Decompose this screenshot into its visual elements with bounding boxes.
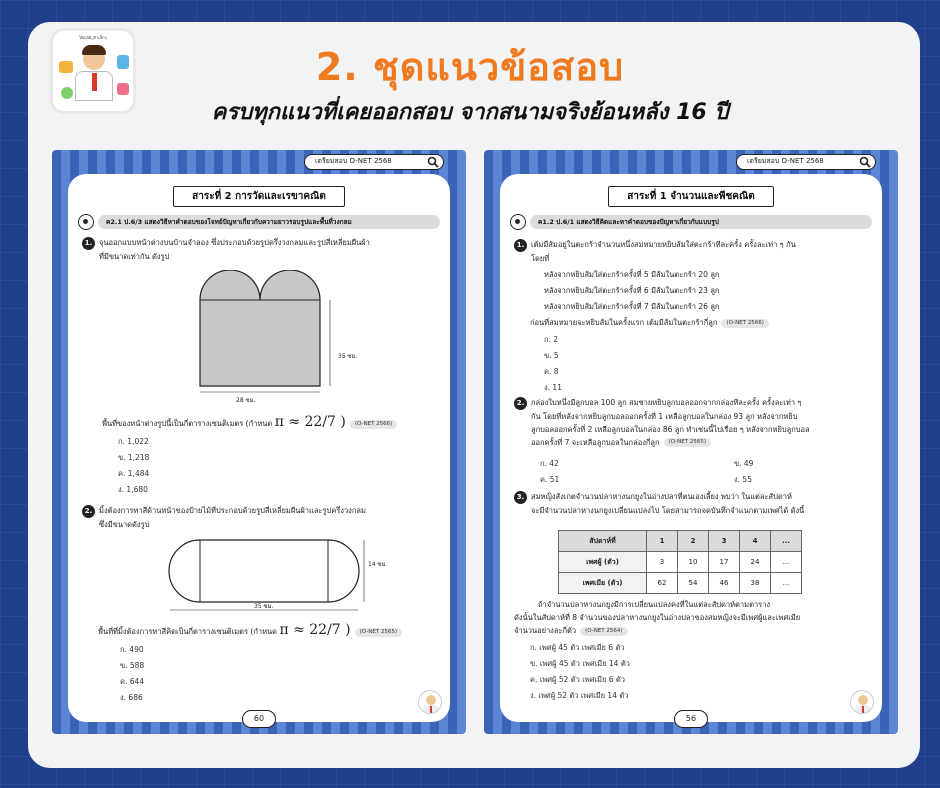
exam-tag: (O-NET 2566) [721, 319, 768, 328]
question-text: เต้มมีส้มอยู่ในตะกร้าจำนวนหนึ่งสมหมายหยิบส้มใส่ตะกร้าทีละครั้ง ครั้งละเท่า ๆ กัน [531, 240, 796, 249]
table-header: 4 [740, 531, 771, 552]
question-continuation: ถ้าจำนวนปลาหางนกยูงมีการเปลี่ยนแปลงคงที่ในแต่ละสัปดาห์ตามตาราง ดังนั้นในสัปดาห์ที่ 8 จำนวนของปลาหางนกยูงในอ่างปลาของสมหญิงจะมีเพศผู้และเพศเมีย จำนวนอย่างละกี่ตัว (O-NET 2564) [514, 600, 801, 635]
target-icon [78, 214, 94, 230]
question-number: 2. [514, 397, 527, 410]
question-1 [82, 236, 438, 263]
search-icon [427, 156, 439, 168]
table-header: 3 [709, 531, 740, 552]
search-label: เตรียมสอบ O-NET 2568 [747, 157, 824, 165]
answer-option[interactable]: ก. 1,022 [118, 437, 149, 446]
question-text: ซึ่งมีขนาดดังรูป [99, 519, 150, 529]
search-icon [859, 156, 871, 168]
question-text: กัน โดยที่หลังจากหยิบลูกบอลออกครั้งที่ 1 เหลือลูกบอลในกล่อง 93 ลูก หลังจากหยิบ [531, 411, 798, 421]
section-heading: สาระที่ 2 การวัดและเรขาคณิต [68, 184, 450, 207]
table-cell: 17 [709, 552, 740, 573]
answer-option[interactable]: ข. 5 [544, 351, 559, 360]
answer-option[interactable]: ง. 11 [544, 383, 562, 392]
question-number: 1. [82, 237, 95, 250]
question-text: โดยที่ [531, 253, 550, 263]
search-bar [736, 154, 876, 170]
answer-option[interactable]: ค. 644 [120, 677, 145, 686]
question-text: มิ้งต้องการทาสีด้านหน้าของป้ายไม้ที่ประกอบด้วยรูปสี่เหลี่ยมผืนผ้าและรูปครึ่งวงกลม [99, 506, 366, 515]
standard-banner [78, 214, 440, 230]
exam-tag: (O-NET 2565) [664, 438, 711, 447]
question-3 [514, 490, 876, 517]
answer-option[interactable]: ง. 686 [120, 693, 143, 702]
answer-option[interactable]: ข. 1,218 [118, 453, 150, 462]
table-row [559, 573, 802, 594]
table-cell: เพศผู้ (ตัว) [559, 552, 647, 573]
answer-option[interactable]: ค. เพศผู้ 52 ตัว เพศเมีย 6 ตัว [530, 675, 626, 684]
guppy-table [558, 530, 802, 594]
width-label: 35 ซม. [254, 603, 274, 610]
section-heading: สาระที่ 1 จำนวนและพีชคณิต [500, 184, 882, 207]
answer-option[interactable]: ข. เพศผู้ 45 ตัว เพศเมีย 14 ตัว [530, 659, 630, 668]
question-1 [514, 238, 870, 265]
table-header: สัปดาห์ที่ [559, 531, 647, 552]
table-cell: ... [771, 573, 802, 594]
table-cell: 54 [678, 573, 709, 594]
page-subtitle: ครบทุกแนวที่เคยออกสอบ จากสนามจริงย้อนหลัง 16 ปี [211, 100, 729, 125]
page-sheet [500, 174, 882, 722]
question-2 [82, 504, 438, 531]
table-cell: ... [771, 552, 802, 573]
question-text: ออกครั้งที่ 7 จะเหลือลูกบอลในกล่องกี่ลูก [531, 437, 660, 447]
exam-tag: (O-NET 2566) [350, 420, 397, 429]
pi-formula: π ≈ 22/7 ) [274, 414, 346, 430]
answer-option[interactable]: ก. 490 [120, 645, 144, 654]
exam-tag: (O-NET 2565) [355, 628, 402, 637]
question-number: 3. [514, 491, 527, 504]
question-text: สมหญิงสังเกตจำนวนปลาหางนกยูงในอ่างปลาที่ตนเองเลี้ยง พบว่า ในแต่ละสัปดาห์ [531, 492, 792, 501]
answer-option[interactable]: ง. 55 [734, 475, 752, 484]
table-cell: 46 [709, 573, 740, 594]
question-prompt: พื้นที่ที่มิ้งต้องการทาสีคิดเป็นกี่ตารางเซนติเมตร (กำหนด π ≈ 22/7 ) (O-NET 2565) [98, 624, 402, 638]
left-workbook-page [52, 150, 466, 734]
answer-option[interactable]: ค. 51 [540, 475, 560, 484]
question-line: หลังจากหยิบส้มใส่ตะกร้าครั้งที่ 5 มีส้มในตะกร้า 20 ลูก [544, 270, 720, 279]
window-diagram [188, 270, 358, 398]
answer-option[interactable]: ข. 588 [120, 661, 145, 670]
answer-option[interactable]: ค. 8 [544, 367, 559, 376]
height-label: 35 ซม. [338, 353, 358, 360]
teacher-mascot-icon [418, 690, 442, 714]
standard-banner [510, 214, 872, 230]
question-number: 1. [514, 239, 527, 252]
pi-formula: π ≈ 22/7 ) [279, 622, 351, 638]
right-workbook-page [484, 150, 898, 734]
page-number: 60 [242, 710, 276, 728]
logo-text: Vocab_ตัวเล็กๆ [79, 35, 107, 40]
table-header: 1 [647, 531, 678, 552]
page-title: 2. ชุดแนวข้อสอบ [315, 45, 625, 89]
target-icon [510, 214, 526, 230]
answer-option[interactable]: ก. 2 [544, 335, 559, 344]
answer-option[interactable]: ข. 49 [734, 459, 754, 468]
table-cell: เพศเมีย (ตัว) [559, 573, 647, 594]
exam-tag: (O-NET 2564) [580, 627, 627, 636]
question-prompt: พื้นที่ของหน้าต่างรูปนี้เป็นกี่ตารางเซนติเมตร (กำหนด π ≈ 22/7 ) (O-NET 2566) [102, 416, 397, 430]
width-label: 28 ซม. [236, 397, 256, 404]
table-cell: 38 [740, 573, 771, 594]
table-row [559, 552, 802, 573]
standard-text: ค1.2 ป.6/1 แสดงวิธีคิดและหาคำตอบของปัญหาเกี่ยวกับแบบรูป [530, 215, 872, 229]
question-text: ที่มีขนาดเท่ากัน ดังรูป [99, 251, 170, 261]
table-cell: 10 [678, 552, 709, 573]
standard-text: ค2.1 ป.6/3 แสดงวิธีหาคำตอบของโจทย์ปัญหาเกี่ยวกับความยาวรอบรูปและพื้นที่วงกลม [98, 215, 440, 229]
question-line: หลังจากหยิบส้มใส่ตะกร้าครั้งที่ 7 มีส้มในตะกร้า 26 ลูก [544, 302, 720, 311]
table-header-row [559, 531, 802, 552]
page-sheet [68, 174, 450, 722]
height-label: 14 ซม. [368, 561, 388, 568]
search-bar [304, 154, 444, 170]
question-number: 2. [82, 505, 95, 518]
question-text: กล่องใบหนึ่งมีลูกบอล 100 ลูก สมชายหยิบลูกบอลออกจากกล่องทีละครั้ง ครั้งละเท่า ๆ [531, 398, 802, 407]
table-header: 2 [678, 531, 709, 552]
answer-option[interactable]: ก. เพศผู้ 45 ตัว เพศเมีย 6 ตัว [530, 643, 625, 652]
table-cell: 3 [647, 552, 678, 573]
table-header: ... [771, 531, 802, 552]
answer-option[interactable]: ง. 1,680 [118, 485, 148, 494]
question-2 [514, 396, 876, 449]
search-label: เตรียมสอบ O-NET 2568 [315, 157, 392, 165]
question-text: ลูกบอลออกครั้งที่ 2 เหลือลูกบอลในกล่อง 86 ลูก ทำเช่นนี้ไปเรื่อย ๆ หลังจากหยิบลูกบอล [531, 424, 810, 434]
table-cell: 24 [740, 552, 771, 573]
table-cell: 62 [647, 573, 678, 594]
question-text: จุนออกแบบหน้าต่างบนบ้านจำลอง ซึ่งประกอบด้วยรูปครึ่งวงกลมและรูปสี่เหลี่ยมผืนผ้า [99, 238, 370, 247]
page-number: 56 [674, 710, 708, 728]
answer-option[interactable]: ก. 42 [540, 459, 559, 468]
question-text: จะมีจำนวนปลาหางนกยูงเปลี่ยนแปลงไป โดยสามารถจดบันทึกจำแนกตามเพศได้ ดังนี้ [531, 505, 805, 515]
answer-option[interactable]: ค. 1,484 [118, 469, 150, 478]
question-prompt: ก่อนที่สมหมายจะหยิบส้มในครั้งแรก เต้มมีส้มในตะกร้ากี่ลูก (O-NET 2566) [530, 316, 769, 329]
answer-option[interactable]: ง. เพศผู้ 52 ตัว เพศเมีย 14 ตัว [530, 691, 629, 700]
teacher-mascot-icon [850, 690, 874, 714]
question-line: หลังจากหยิบส้มใส่ตะกร้าครั้งที่ 6 มีส้มในตะกร้า 23 ลูก [544, 286, 720, 295]
